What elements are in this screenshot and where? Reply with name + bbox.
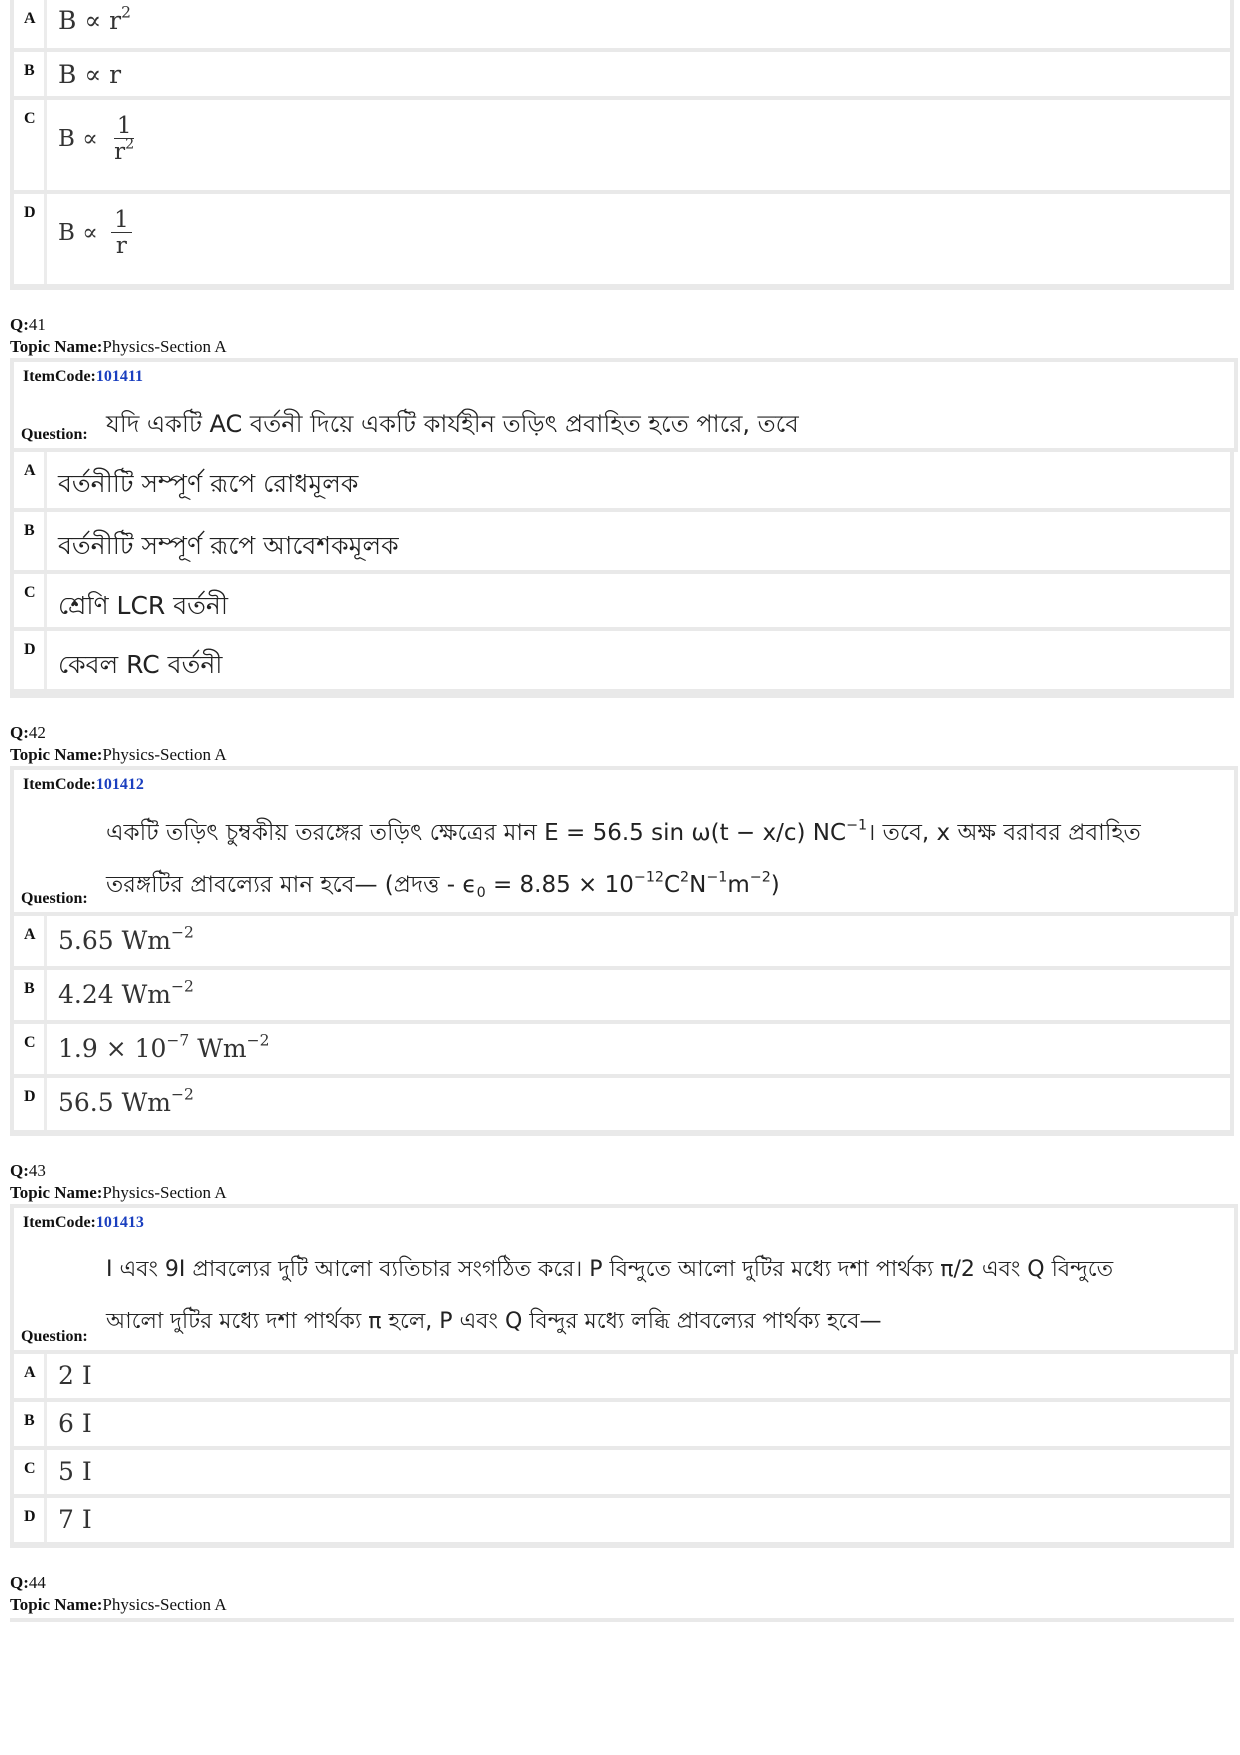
item-code: 101411	[95, 368, 143, 385]
q42-header: Q:42 Topic Name:Physics-Section A	[10, 723, 227, 764]
q43-options	[10, 1350, 1234, 1548]
q40-option-a[interactable]: A $B \propto r^2$	[14, 0, 1230, 48]
topic-name: Physics-Section A	[102, 1183, 227, 1202]
question-number: 43	[28, 1161, 46, 1180]
q43-option-c[interactable]: C 5 I	[14, 1450, 1230, 1494]
option-letter: C	[24, 584, 36, 601]
option-letter: B	[24, 62, 35, 79]
q44-box-top-edge	[10, 1618, 1234, 1622]
option-letter: A	[24, 1364, 36, 1381]
option-letter: D	[24, 1508, 36, 1525]
q43-option-d[interactable]: D 7 I	[14, 1498, 1230, 1542]
option-letter: B	[24, 1412, 35, 1429]
question-number: 44	[28, 1573, 46, 1592]
fraction: $\frac{1}{r^2}$	[114, 113, 135, 166]
question-text-line-2: আলো দুটির মধ্যে দশা পার্থক্য π হলে, P এবং Q বিন্দুর মধ্যে লব্ধি প্রাবল্যের পার্থক্য হবে—	[106, 1309, 882, 1334]
option-letter: A	[24, 926, 36, 943]
question-text-line-1: একটি তড়িৎ চুম্বকীয় তরঙ্গের তড়িৎ ক্ষেত্রের মান E = 56.5 sin ω(t − x/c) $NC^{-1}।$ তবে, x অক্ষ বরাবর প্রবাহিত	[106, 817, 1141, 846]
topic-name: Physics-Section A	[102, 337, 227, 356]
q40-option-b[interactable]: B B ∝ r	[14, 52, 1230, 96]
q40-option-c[interactable]: C B ∝ $\frac{1}{r^2}$	[14, 100, 1230, 190]
q41-option-d[interactable]: D কেবল RC বর্তনী	[14, 631, 1230, 689]
question-number: 42	[28, 723, 46, 742]
q42-option-a[interactable]: A 5.65 $Wm^{-2}$	[14, 916, 1230, 966]
topic-name: Physics-Section A	[102, 1595, 227, 1614]
option-letter: A	[24, 462, 36, 479]
q41-option-c[interactable]: C শ্রেণি LCR বর্তনী	[14, 574, 1230, 627]
q41-header: Q:41 Topic Name:Physics-Section A	[10, 315, 227, 356]
q44-header: Q:44 Topic Name:Physics-Section A	[10, 1573, 227, 1614]
q40-option-d[interactable]: D B ∝ $\frac{1}{r}$	[14, 194, 1230, 284]
q43-header: Q:43 Topic Name:Physics-Section A	[10, 1161, 227, 1202]
question-text-line-1: I এবং 9I প্রাবল্যের দুটি আলো ব্যতিচার সংগঠিত করে। P বিন্দুতে আলো দুটির মধ্যে দশা পার্থক্য π/2 এবং Q বিন্দুতে	[106, 1257, 1114, 1282]
fraction: $\frac{1}{r}$	[111, 208, 132, 260]
question-text: যদি একটি AC বর্তনী দিয়ে একটি কার্যহীন তড়িৎ প্রবাহিত হতে পারে, তবে	[106, 410, 799, 438]
q42-question-box: ItemCode:101412 একটি তড়িৎ চুম্বকীয় তরঙ্গের তড়িৎ ক্ষেত্রের মান E = 56.5 sin ω(t − x/c) $NC^{-1}।$ তবে, x অক্ষ বরাবর প্রবাহিত তরঙ্গটির প্রাবল্যের মান হবে— (প্রদত্ত - $\epsilon_0 = 8.85 \times 10^{-12}C^2N^{-1}m^{-2}$) Question:	[10, 766, 1238, 916]
option-letter: D	[24, 204, 36, 221]
question-number: 41	[28, 315, 46, 334]
q42-option-d[interactable]: D 56.5 $Wm^{-2}$	[14, 1078, 1230, 1130]
option-letter: D	[24, 1088, 36, 1105]
q43-option-a[interactable]: A 2 I	[14, 1354, 1230, 1398]
q41-option-b[interactable]: B বর্তনীটি সম্পূর্ণ রূপে আবেশকমূলক	[14, 512, 1230, 570]
question-text-line-2: তরঙ্গটির প্রাবল্যের মান হবে— (প্রদত্ত - $\epsilon_0 = 8.85 \times 10^{-12}C^2N^{-1}m^{-2}$)	[106, 869, 780, 901]
item-code: 101412	[95, 776, 144, 793]
q41-option-a[interactable]: A বর্তনীটি সম্পূর্ণ রূপে রোধমূলক	[14, 452, 1230, 508]
option-letter: A	[24, 10, 36, 27]
option-letter: C	[24, 110, 36, 127]
q42-option-c[interactable]: C $1.9 \times 10^{-7}$ $Wm^{-2}$	[14, 1024, 1230, 1074]
option-letter: B	[24, 522, 35, 539]
topic-name: Physics-Section A	[102, 745, 227, 764]
item-code: 101413	[95, 1214, 144, 1231]
option-letter: B	[24, 980, 35, 997]
q43-option-b[interactable]: B 6 I	[14, 1402, 1230, 1446]
q41-options	[10, 448, 1234, 698]
q43-question-box: ItemCode:101413 I এবং 9I প্রাবল্যের দুটি আলো ব্যতিচার সংগঠিত করে। P বিন্দুতে আলো দুটির মধ্যে দশা পার্থক্য π/2 এবং Q বিন্দুতে আলো দুটির মধ্যে দশা পার্থক্য π হলে, P এবং Q বিন্দুর মধ্যে লব্ধি প্রাবল্যের পার্থক্য হবে— Question:	[10, 1204, 1238, 1354]
option-letter: C	[24, 1034, 36, 1051]
option-letter: D	[24, 641, 36, 658]
q41-question-box: ItemCode:101411 Question: যদি একটি AC বর্তনী দিয়ে একটি কার্যহীন তড়িৎ প্রবাহিত হতে পারে, তবে	[10, 358, 1238, 452]
q40-options	[10, 0, 1234, 290]
q42-option-b[interactable]: B 4.24 $Wm^{-2}$	[14, 970, 1230, 1020]
q42-options	[10, 912, 1234, 1136]
option-letter: C	[24, 1460, 36, 1477]
